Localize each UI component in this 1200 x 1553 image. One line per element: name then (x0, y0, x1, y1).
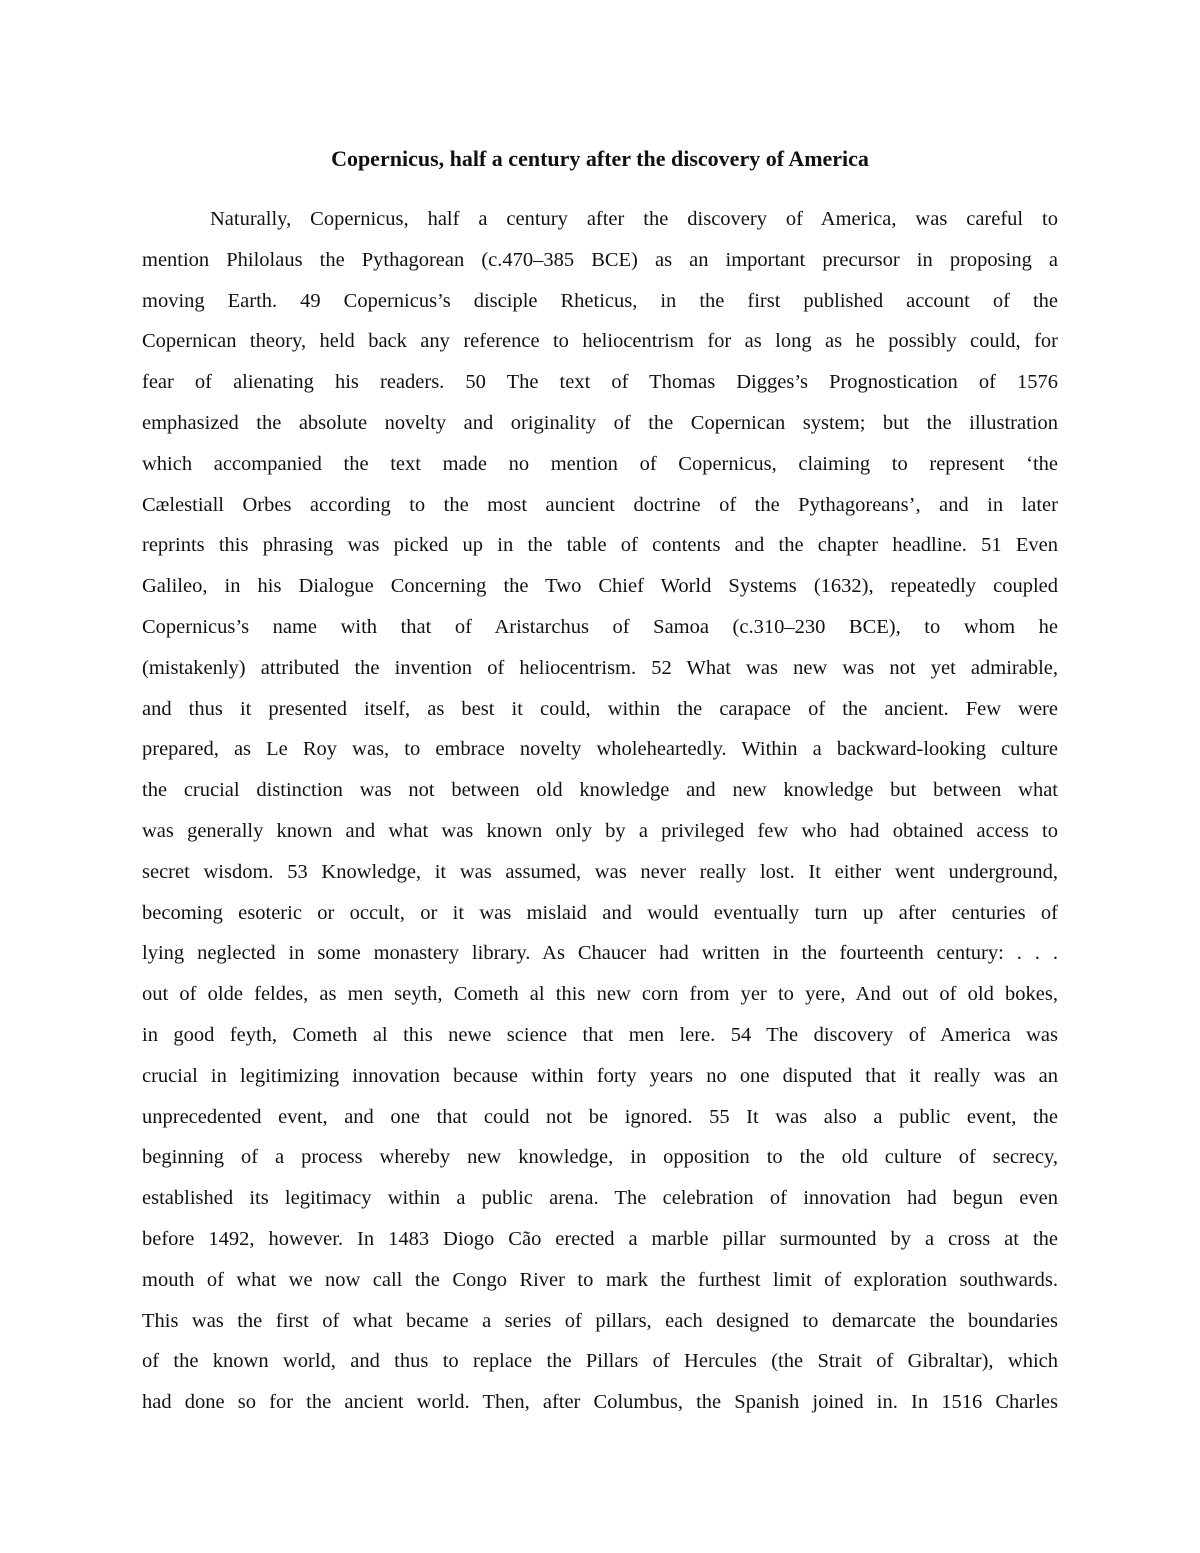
text-line: Galileo, in his Dialogue Concerning the Two Chief World Systems (1632), repeatedly coupled (142, 575, 1058, 598)
text-line: Naturally, Copernicus, half a century after the discovery of America, was careful to (210, 208, 1058, 230)
body-paragraph (142, 199, 1058, 1423)
text-line: fear of alienating his readers. 50 The text of Thomas Digges’s Prognostication of 1576 (142, 371, 1058, 394)
text-line: This was the first of what became a series of pillars, each designed to demarcate the boundaries (142, 1309, 1058, 1332)
text-line: crucial in legitimizing innovation because within forty years no one disputed that it really was an (142, 1064, 1058, 1087)
text-line: (mistakenly) attributed the invention of heliocentrism. 52 What was new was not yet admirable, (142, 656, 1058, 679)
text-line: Copernican theory, held back any reference to heliocentrism for as long as he possibly could, for (142, 330, 1058, 353)
text-line: which accompanied the text made no mention of Copernicus, claiming to represent ‘the (142, 452, 1058, 475)
text-line: moving Earth. 49 Copernicus’s disciple Rheticus, in the first published account of the (142, 289, 1058, 312)
document-title: Copernicus, half a century after the discovery of America (331, 146, 869, 171)
text-line: established its legitimacy within a public arena. The celebration of innovation had begun even (142, 1187, 1058, 1210)
text-line: mouth of what we now call the Congo River to mark the furthest limit of exploration southwards. (142, 1268, 1058, 1291)
text-line: beginning of a process whereby new knowledge, in opposition to the old culture of secrecy, (142, 1146, 1058, 1169)
text-line: before 1492, however. In 1483 Diogo Cão erected a marble pillar surmounted by a cross at the (142, 1227, 1058, 1250)
text-line: secret wisdom. 53 Knowledge, it was assumed, was never really lost. It either went underground, (142, 860, 1058, 883)
text-line: becoming esoteric or occult, or it was mislaid and would eventually turn up after centuries of (142, 901, 1058, 924)
text-line: Copernicus’s name with that of Aristarchus of Samoa (c.310–230 BCE), to whom he (142, 615, 1058, 638)
text-line: out of olde feldes, as men seyth, Cometh al this new corn from yer to yere, And out of old bokes, (142, 983, 1058, 1006)
text-line: unprecedented event, and one that could not be ignored. 55 It was also a public event, the (142, 1105, 1058, 1128)
text-line: emphasized the absolute novelty and originality of the Copernican system; but the illustration (142, 411, 1058, 434)
text-line: lying neglected in some monastery library. As Chaucer had written in the fourteenth century: . . . (142, 942, 1058, 965)
text-line: and thus it presented itself, as best it could, within the carapace of the ancient. Few were (142, 697, 1058, 720)
text-line: prepared, as Le Roy was, to embrace novelty wholeheartedly. Within a backward-looking culture (142, 738, 1058, 761)
text-line: of the known world, and thus to replace the Pillars of Hercules (the Strait of Gibraltar), which (142, 1350, 1058, 1373)
text-line: mention Philolaus the Pythagorean (c.470–385 BCE) as an important precursor in proposing a (142, 248, 1058, 271)
text-line: Cælestiall Orbes according to the most auncient doctrine of the Pythagoreans’, and in later (142, 493, 1058, 516)
text-line: in good feyth, Cometh al this newe science that men lere. 54 The discovery of America was (142, 1023, 1058, 1046)
text-line: the crucial distinction was not between old knowledge and new knowledge but between what (142, 779, 1058, 802)
text-line: was generally known and what was known only by a privileged few who had obtained access to (142, 819, 1058, 842)
text-line: had done so for the ancient world. Then, after Columbus, the Spanish joined in. In 1516 Charles (142, 1391, 1058, 1414)
text-line: reprints this phrasing was picked up in the table of contents and the chapter headline. 51 Even (142, 534, 1058, 557)
